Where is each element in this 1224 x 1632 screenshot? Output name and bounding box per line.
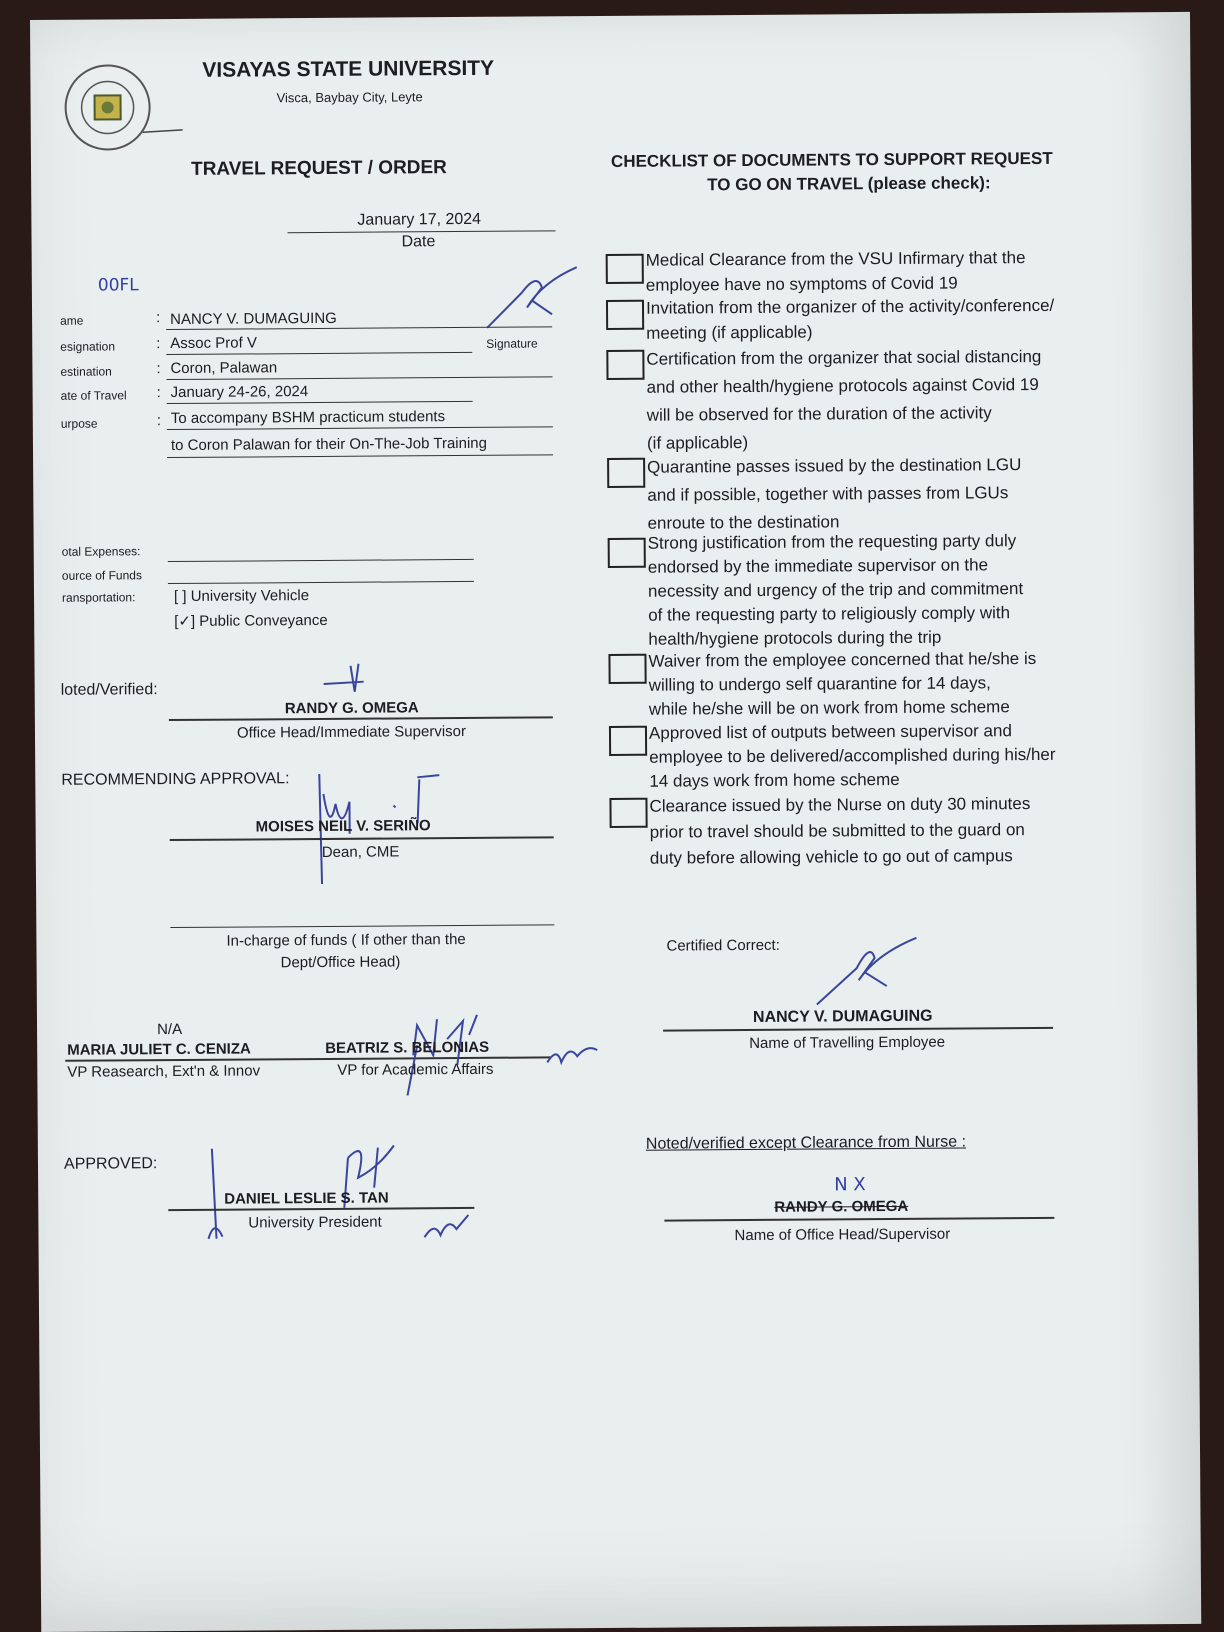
- field-line-purpose-1: [167, 426, 553, 430]
- funds-title-1: In-charge of funds ( If other than the: [226, 930, 466, 950]
- approved-title: University President: [248, 1213, 382, 1232]
- field-value-name: NANCY V. DUMAGUING: [170, 309, 337, 329]
- form-title: TRAVEL REQUEST / ORDER: [190, 157, 447, 180]
- colon: :: [156, 384, 161, 402]
- date-value: January 17, 2024: [357, 210, 482, 229]
- checklist-item-4: Quarantine passes issued by the destination LGU and if possible, together with passes from LGUs enroute to the destination: [647, 455, 1022, 533]
- source-of-funds-line: [168, 581, 474, 584]
- checklist-box-7[interactable]: [609, 726, 647, 756]
- noted-name: RANDY G. OMEGA: [284, 699, 419, 718]
- field-label-date-of-travel: ate of Travel: [60, 388, 127, 403]
- field-label-name: ame: [60, 313, 84, 328]
- checklist-item-7: Approved list of outputs between supervisor and employee to be delivered/accomplished during his/her 14 days work from home scheme: [648, 721, 1056, 791]
- field-line-purpose-2: [167, 454, 553, 458]
- field-value-designation: Assoc Prof V: [170, 334, 258, 353]
- vp2-title: VP for Academic Affairs: [337, 1060, 494, 1079]
- checklist-item-6: Waiver from the employee concerned that he/she is willing to undergo self quarantine for 14 days, while he/she will be on work from home scheme: [648, 648, 1037, 719]
- noted-label: loted/Verified:: [60, 681, 158, 699]
- checklist-box-3[interactable]: [606, 350, 644, 380]
- colon: :: [156, 412, 162, 430]
- document-page: [30, 12, 1201, 1632]
- checklist-item-8: Clearance issued by the Nurse on duty 30 minutes prior to travel should be submitted to the guard on duty before allowing vehicle to go out of campus: [649, 794, 1031, 868]
- colon: :: [156, 335, 161, 353]
- nurse-note-line: [664, 1217, 1054, 1222]
- checklist-item-2: Invitation from the organizer of the activity/conference/ meeting (if applicable): [645, 295, 1055, 343]
- field-value-purpose-2: to Coron Palawan for their On-The-Job Training: [170, 434, 488, 455]
- certified-line: [663, 1027, 1053, 1032]
- approved-label: APPROVED:: [63, 1155, 158, 1173]
- university-name: VISAYAS STATE UNIVERSITY: [202, 56, 495, 82]
- certified-label: Certified Correct:: [666, 936, 780, 955]
- checklist-box-1[interactable]: [606, 254, 644, 284]
- recommending-name: MOISES NEIL V. SERIÑO: [255, 817, 431, 836]
- total-expenses-label: otal Expenses:: [61, 544, 141, 559]
- funds-line: [170, 924, 554, 928]
- checklist-box-8[interactable]: [609, 798, 647, 828]
- field-line-designation: [166, 352, 472, 355]
- noted-signature: [318, 656, 378, 696]
- recommending-label: RECOMMENDING APPROVAL:: [61, 770, 290, 789]
- checklist-item-5: Strong justification from the requesting party duly endorsed by the immediate supervisor on the necessity and urgency of the trip and commitment of the requesting party to religiously comply with health/hygiene protocols during the trip: [647, 531, 1024, 649]
- handwritten-number: 00FL: [97, 275, 139, 296]
- field-line-destination: [167, 376, 553, 380]
- approved-name: DANIEL LESLIE S. TAN: [224, 1189, 389, 1208]
- university-address: Visca, Baybay City, Leyte: [276, 89, 423, 106]
- certified-signature: [806, 928, 927, 1009]
- vp2-name: BEATRIZ S. BELONIAS: [325, 1038, 490, 1057]
- certified-name: NANCY V. DUMAGUING: [752, 1007, 933, 1026]
- transport-option-public[interactable]: [✓] Public Conveyance: [174, 611, 328, 631]
- colon: :: [156, 360, 161, 378]
- vp1-title: VP Reasearch, Ext'n & Innov: [67, 1062, 261, 1081]
- checklist-title-2: TO GO ON TRAVEL (please check):: [707, 173, 991, 195]
- nurse-note-title: Name of Office Head/Supervisor: [734, 1225, 951, 1245]
- checklist-title-1: CHECKLIST OF DOCUMENTS TO SUPPORT REQUEST: [610, 148, 1053, 171]
- noted-line: [169, 716, 553, 721]
- university-seal: [52, 57, 183, 158]
- checklist-box-2[interactable]: [606, 300, 644, 330]
- checklist-box-6[interactable]: [608, 654, 646, 684]
- checklist-box-5[interactable]: [608, 538, 646, 568]
- field-value-purpose-1: To accompany BSHM practicum students: [170, 408, 446, 428]
- checklist-item-3: Certification from the organizer that social distancing and other health/hygiene protocols against Covid 19 will be observed for the duration of the activity (if applicable): [646, 346, 1042, 453]
- source-of-funds-label: ource of Funds: [61, 568, 142, 583]
- nurse-note-name: RANDY G. OMEGA: [774, 1197, 909, 1216]
- signature-top: [482, 262, 592, 333]
- date-label: Date: [401, 233, 436, 251]
- checklist-box-4[interactable]: [607, 458, 645, 488]
- field-label-designation: esignation: [60, 339, 116, 354]
- field-line-date-of-travel: [167, 401, 473, 404]
- field-label-destination: estination: [60, 364, 112, 379]
- certified-title: Name of Travelling Employee: [749, 1033, 946, 1053]
- nurse-note-handwritten: N X: [834, 1174, 866, 1196]
- vp1-name: MARIA JULIET C. CENIZA: [67, 1040, 251, 1059]
- field-label-purpose: urpose: [60, 416, 98, 431]
- signature-label: Signature: [486, 336, 538, 351]
- total-expenses-line: [168, 559, 474, 562]
- transportation-label: ransportation:: [61, 590, 136, 605]
- transport-option-vehicle[interactable]: [ ] University Vehicle: [173, 587, 310, 606]
- funds-title-2: Dept/Office Head): [280, 953, 401, 972]
- field-value-date-of-travel: January 24-26, 2024: [170, 383, 309, 402]
- colon: :: [156, 309, 161, 327]
- field-value-destination: Coron, Palawan: [170, 359, 278, 378]
- nurse-note-label: Noted/verified except Clearance from Nurse :: [645, 1133, 967, 1153]
- noted-title: Office Head/Immediate Supervisor: [236, 722, 467, 742]
- vp1-note: N/A: [156, 1020, 183, 1039]
- checklist-item-1: Medical Clearance from the VSU Infirmary that the employee have no symptoms of Covid 19: [645, 248, 1026, 295]
- recommending-title: Dean, CME: [321, 843, 400, 861]
